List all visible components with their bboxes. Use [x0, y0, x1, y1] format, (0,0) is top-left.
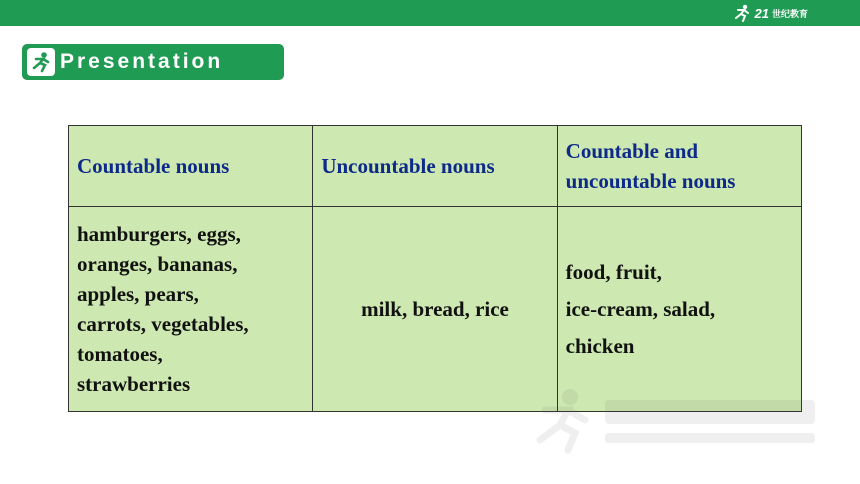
- both-cell: food, fruit, ice-cream, salad, chicken: [557, 207, 801, 412]
- watermark-logo: [530, 385, 830, 455]
- table-header-row: [69, 126, 802, 207]
- header-both: Countable and uncountable nouns: [557, 126, 801, 207]
- countable-cell: hamburgers, eggs, oranges, bananas, apples, pears, carrots, vegetables, tomatoes, strawberries: [69, 207, 313, 412]
- brand-number: 21: [754, 5, 769, 21]
- section-icon-box: [27, 48, 55, 76]
- uncountable-cell: milk, bread, rice: [313, 207, 557, 412]
- brand-logo: [732, 4, 808, 22]
- runner-icon: [732, 4, 752, 22]
- runner-icon: [29, 51, 53, 73]
- table-row: [69, 207, 802, 412]
- top-bar: [0, 0, 860, 26]
- section-title: Presentation: [60, 50, 224, 73]
- header-uncountable: Uncountable nouns: [313, 126, 557, 207]
- section-header: [22, 44, 284, 80]
- nouns-table: [68, 125, 802, 412]
- header-countable: Countable nouns: [69, 126, 313, 207]
- brand-name: 世纪教育: [771, 8, 808, 19]
